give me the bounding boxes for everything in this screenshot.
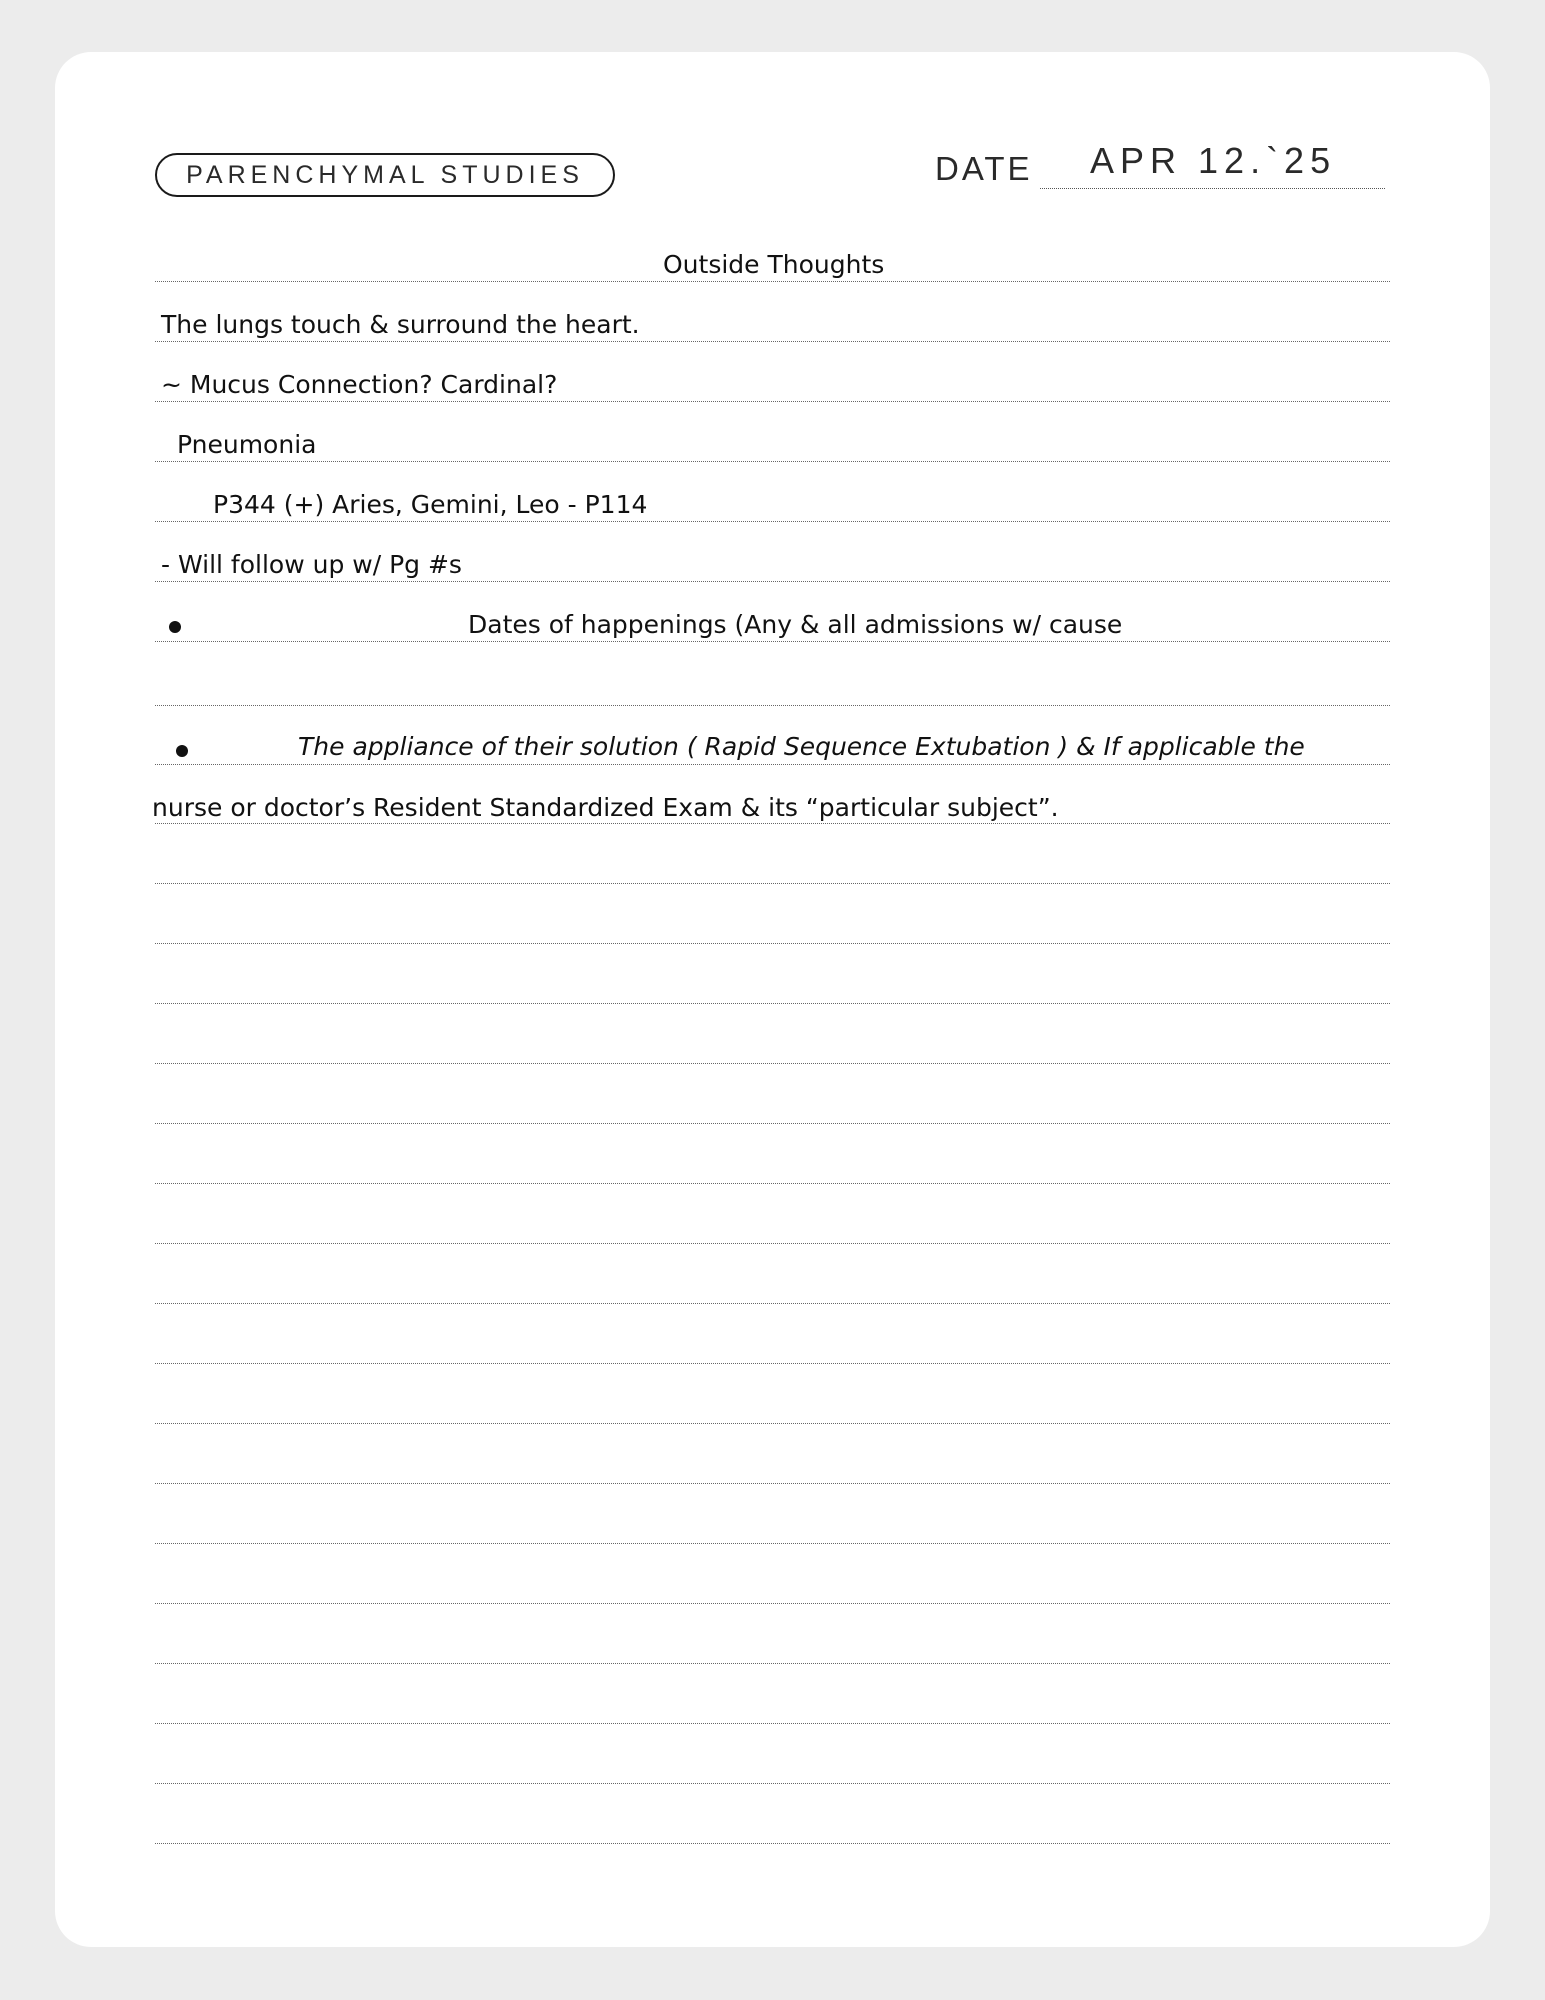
ruled-line [155, 1243, 1390, 1244]
ruled-line [155, 1303, 1390, 1304]
note-line: P344 (+) Aries, Gemini, Leo - P114 [213, 490, 648, 519]
ruled-line [155, 401, 1390, 402]
note-line: The lungs touch & surround the heart. [161, 310, 640, 339]
ruled-line [155, 943, 1390, 944]
date-underline [1040, 188, 1385, 189]
note-line: Pneumonia [177, 430, 317, 459]
ruled-line [155, 1363, 1390, 1364]
ruled-line [155, 1063, 1390, 1064]
date-value: APR 12.`25 [1090, 140, 1337, 181]
ruled-line [155, 1663, 1390, 1664]
ruled-line [155, 281, 1390, 282]
ruled-line [155, 883, 1390, 884]
ruled-line [155, 1723, 1390, 1724]
ruled-line [155, 1843, 1390, 1844]
bullet-icon [169, 621, 181, 633]
ruled-line [155, 461, 1390, 462]
bullet-icon [176, 745, 188, 757]
ruled-line [155, 1603, 1390, 1604]
ruled-line [155, 705, 1390, 706]
subject-label: PARENCHYMAL STUDIES [155, 153, 615, 197]
ruled-line [155, 641, 1390, 642]
ruled-line [155, 581, 1390, 582]
note-line: The appliance of their solution ( Rapid Sequence Extubation ) & If applicable the [298, 732, 1305, 761]
date-label: DATE [935, 150, 1033, 187]
ruled-line [155, 1543, 1390, 1544]
ruled-line [155, 823, 1390, 824]
note-line: nurse or doctor’s Resident Standardized Exam & its “particular subject”. [152, 793, 1059, 822]
ruled-line [155, 341, 1390, 342]
ruled-line [155, 1003, 1390, 1004]
ruled-line [155, 1483, 1390, 1484]
ruled-line [155, 764, 1390, 765]
note-line: ~ Mucus Connection? Cardinal? [161, 370, 558, 399]
note-line: - Will follow up w/ Pg #s [161, 550, 462, 579]
ruled-line [155, 521, 1390, 522]
note-line: Dates of happenings (Any & all admissions w/ cause [468, 610, 1123, 639]
ruled-line [155, 1183, 1390, 1184]
notes-heading: Outside Thoughts [663, 250, 885, 279]
notebook-page [55, 52, 1490, 1947]
ruled-line [155, 1123, 1390, 1124]
ruled-line [155, 1423, 1390, 1424]
ruled-line [155, 1783, 1390, 1784]
